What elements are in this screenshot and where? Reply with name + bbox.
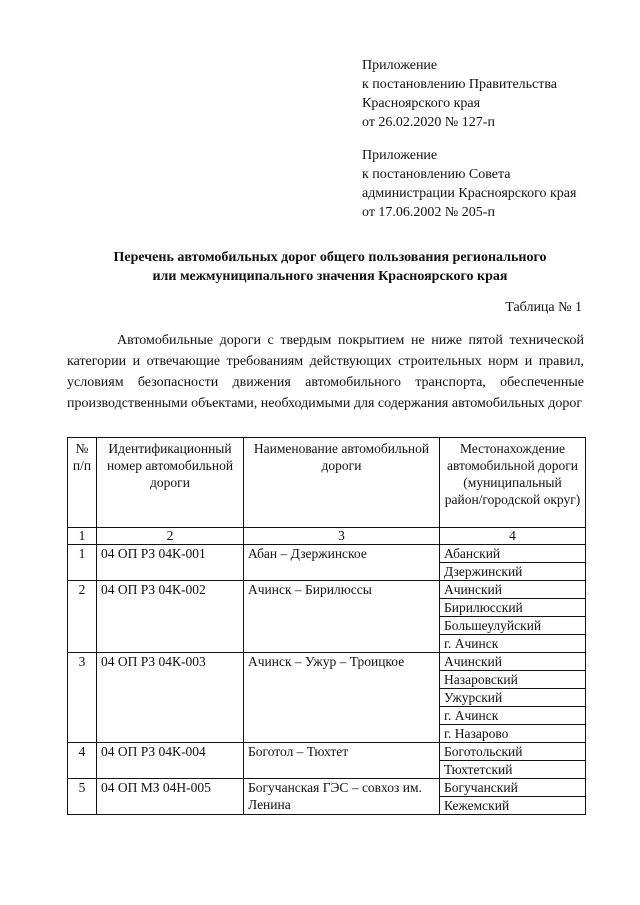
district-cell: Ачинский — [440, 581, 586, 599]
district-cell: Большеулуйский — [440, 617, 586, 635]
table-label: Таблица № 1 — [505, 300, 582, 315]
district-cell: Боготольский — [440, 743, 586, 761]
row-number: 4 — [68, 743, 97, 779]
district-cell: Бирилюсский — [440, 599, 586, 617]
header-identifier: Идентификационный номер автомобильной дороги — [97, 438, 244, 528]
row-number: 1 — [68, 545, 97, 581]
district-cell: г. Ачинск — [440, 707, 586, 725]
appendix-line: к постановлению Правительства — [362, 77, 558, 92]
district-cell: Назаровский — [440, 671, 586, 689]
table-row — [68, 743, 586, 761]
district-cell: Ужурский — [440, 689, 586, 707]
road-identifier: 04 ОП РЗ 04К-004 — [97, 743, 244, 779]
table-row — [68, 779, 586, 797]
appendix-line: к постановлению Совета — [362, 167, 511, 182]
table-header-row — [68, 438, 586, 528]
district-cell: Абанский — [440, 545, 586, 563]
index-cell: 2 — [97, 528, 244, 545]
index-cell: 4 — [440, 528, 586, 545]
road-name: Абан – Дзержинское — [244, 545, 440, 581]
table-index-row — [68, 528, 586, 545]
road-identifier: 04 ОП МЗ 04Н-005 — [97, 779, 244, 815]
row-number: 2 — [68, 581, 97, 653]
district-cell: г. Ачинск — [440, 635, 586, 653]
appendix-block-government — [362, 56, 557, 132]
appendix-line: администрации Красноярского края — [362, 186, 577, 201]
row-number: 3 — [68, 653, 97, 743]
document-title-line: или межмуниципального значения Красноярского края — [152, 269, 508, 284]
table-row — [68, 545, 586, 563]
district-cell: Кежемский — [440, 797, 586, 815]
index-cell: 1 — [68, 528, 97, 545]
header-road-name: Наименование автомобильной дороги — [244, 438, 440, 528]
appendix-line: Красноярского края — [362, 96, 481, 111]
roads-table — [67, 437, 586, 815]
district-cell: г. Назарово — [440, 725, 586, 743]
table-row — [68, 653, 586, 671]
appendix-block-council — [362, 146, 576, 222]
row-number: 5 — [68, 779, 97, 815]
road-name: Боготол – Тюхтет — [244, 743, 440, 779]
district-cell: Дзержинский — [440, 563, 586, 581]
appendix-line: от 17.06.2002 № 205-п — [362, 205, 495, 220]
road-identifier: 04 ОП РЗ 04К-003 — [97, 653, 244, 743]
road-identifier: 04 ОП РЗ 04К-001 — [97, 545, 244, 581]
appendix-line: от 26.02.2020 № 127-п — [362, 115, 495, 130]
document-title — [60, 248, 600, 286]
district-cell: Тюхтетский — [440, 761, 586, 779]
intro-paragraph: Автомобильные дороги с твердым покрытием не ниже пятой технической категории и отвечающие требованиям действующих строительных норм и правил, условиям безопасности движения автомобильного транспорта, обеспеченные производственными объектами, необходимыми для содержания автомобильных дорог — [67, 333, 584, 411]
document-title-line: Перечень автомобильных дорог общего пользования регионального — [113, 250, 547, 265]
district-cell: Богучанский — [440, 779, 586, 797]
road-name: Богучанская ГЭС – совхоз им. Ленина — [244, 779, 440, 815]
road-name: Ачинск – Бирилюссы — [244, 581, 440, 653]
road-name: Ачинск – Ужур – Троицкое — [244, 653, 440, 743]
road-identifier: 04 ОП РЗ 04К-002 — [97, 581, 244, 653]
table-row — [68, 581, 586, 599]
appendix-line: Приложение — [362, 58, 438, 73]
header-location: Местонахождение автомобильной дороги (муниципальный район/городской округ) — [440, 438, 586, 528]
header-number: № п/п — [68, 438, 97, 528]
index-cell: 3 — [244, 528, 440, 545]
district-cell: Ачинский — [440, 653, 586, 671]
appendix-line: Приложение — [362, 148, 438, 163]
